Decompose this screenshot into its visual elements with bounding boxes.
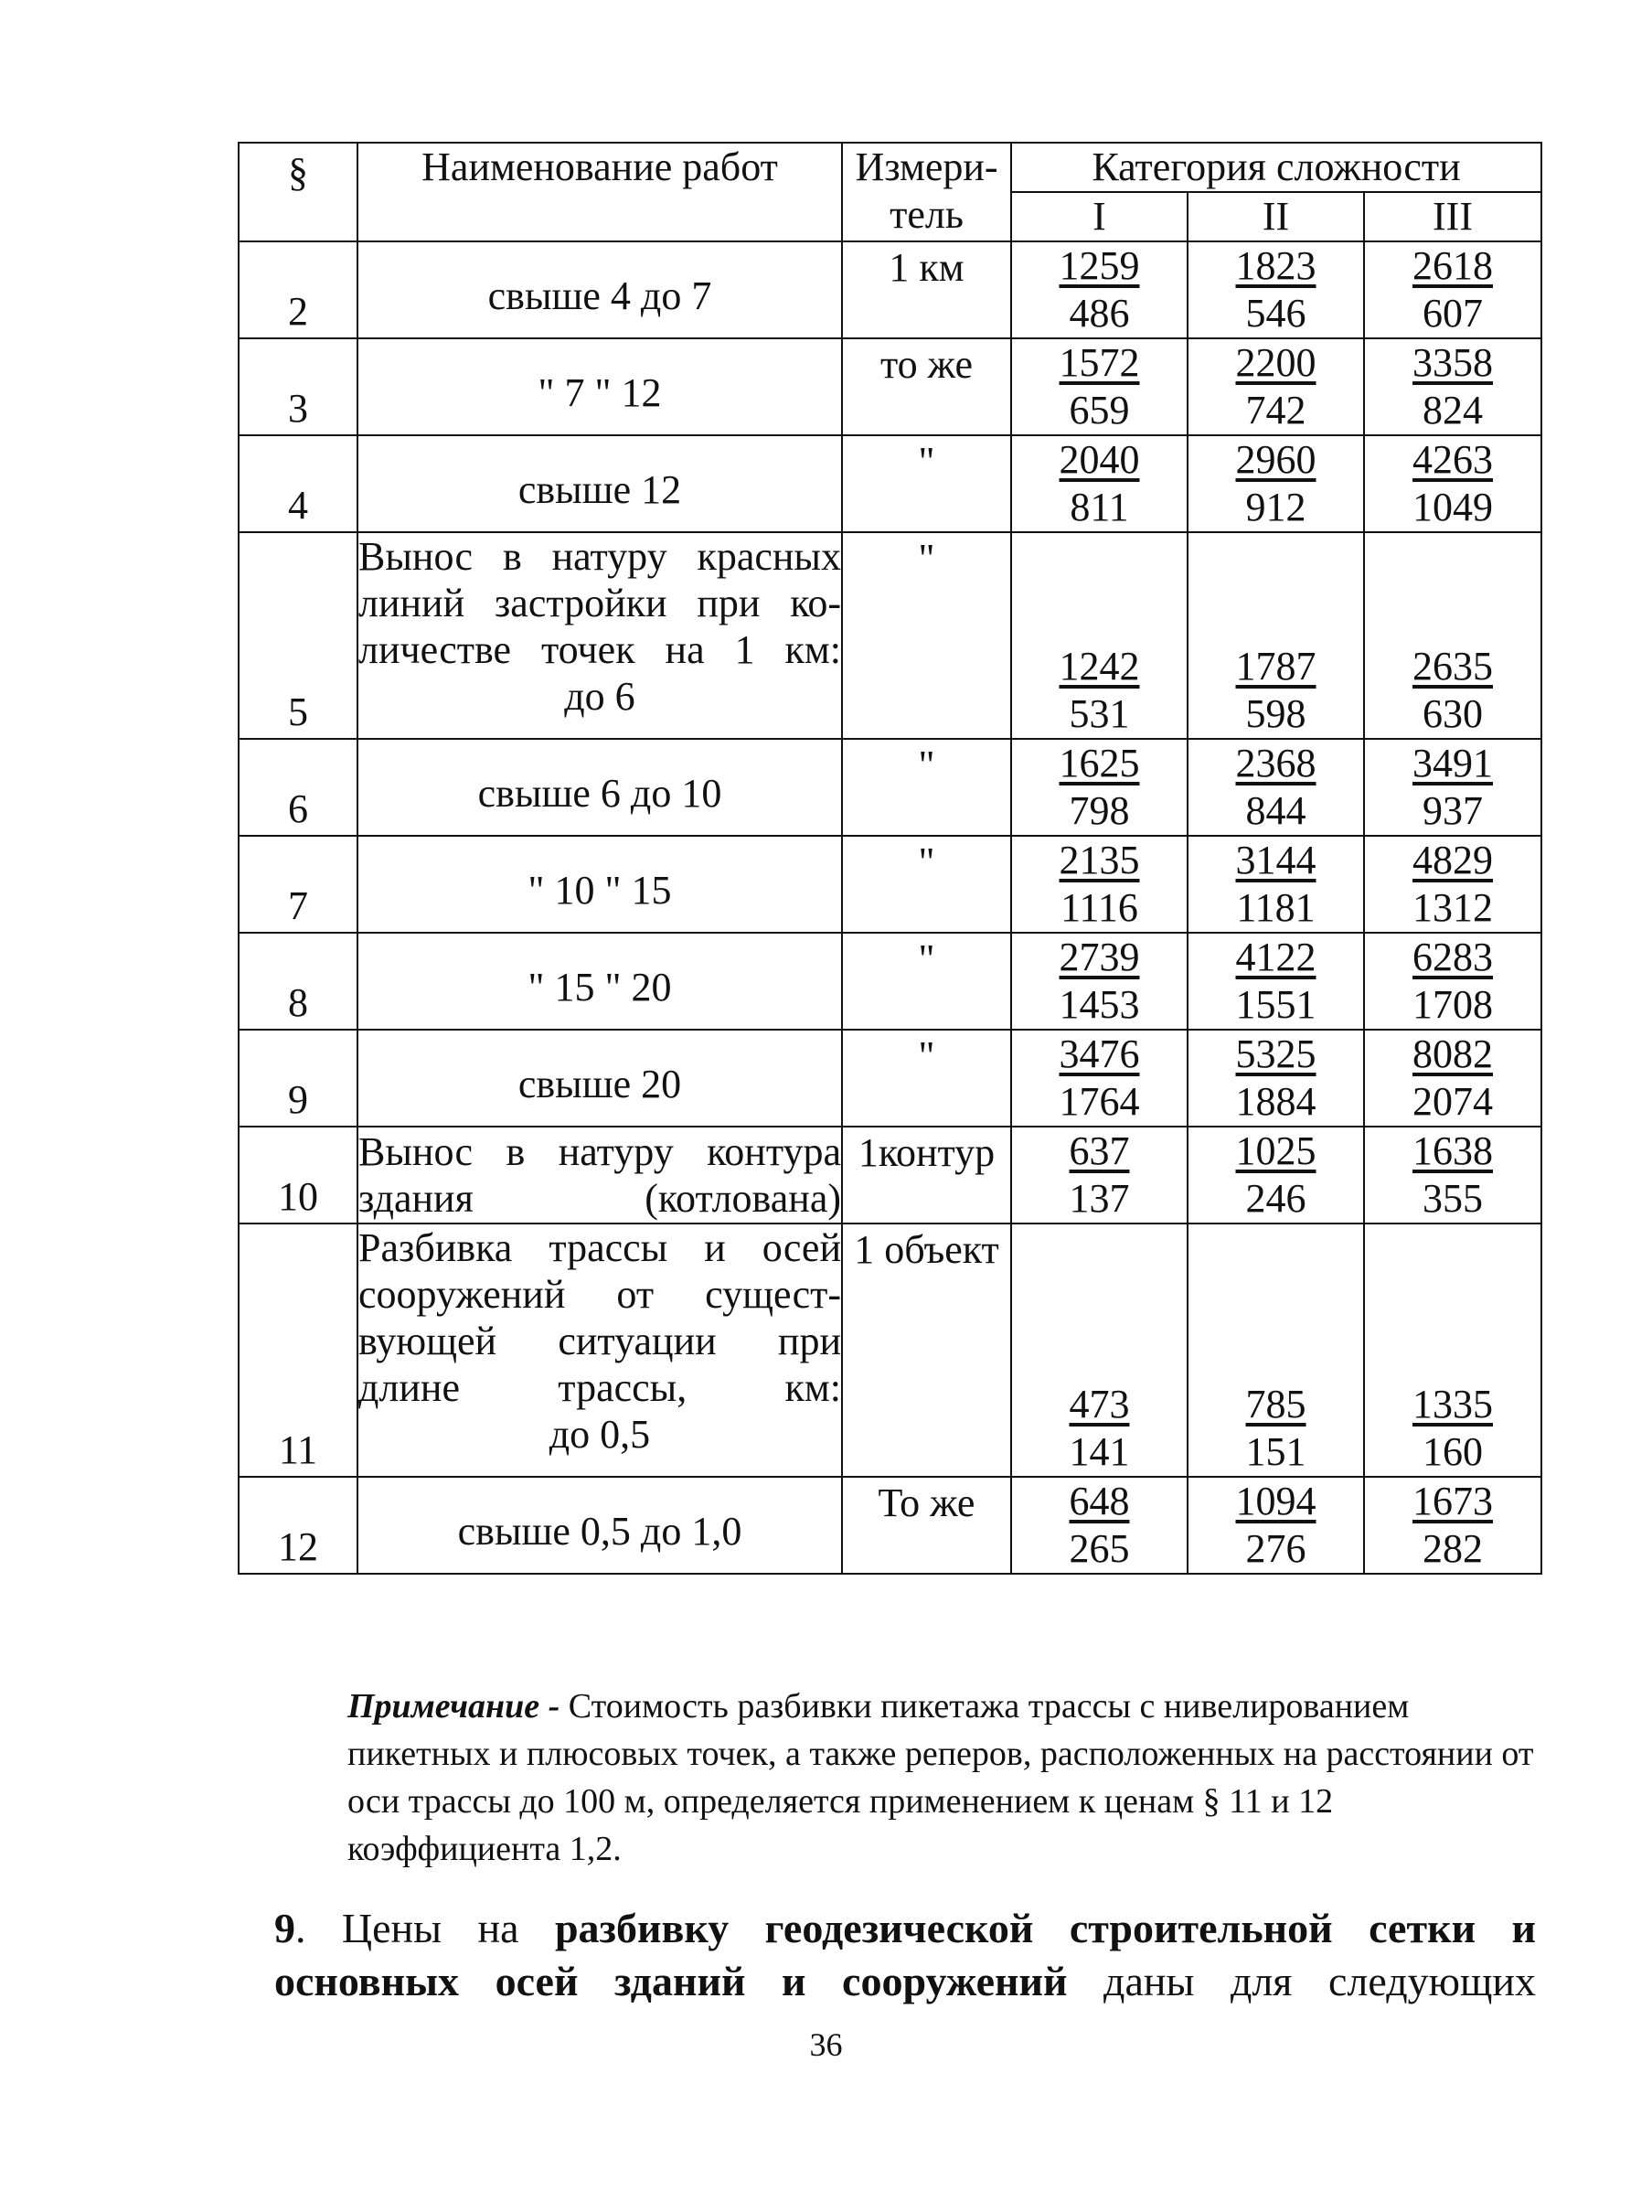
price-cell-cat-3 (1364, 1030, 1541, 1127)
row-number: 2 (239, 241, 357, 338)
row-name-text: " 7 " 12 (538, 370, 662, 415)
price-cell-cat-3 (1364, 933, 1541, 1030)
price-numerator: 2960 (1235, 437, 1316, 482)
row-name (357, 1127, 842, 1224)
row-unit: 1контур (842, 1127, 1011, 1224)
price-denominator: 246 (1245, 1176, 1306, 1221)
price-denominator: 1764 (1059, 1079, 1140, 1124)
price-denominator: 811 (1070, 485, 1129, 529)
price-cell-cat-1 (1011, 1127, 1188, 1224)
row-name (357, 338, 842, 435)
table-row (239, 435, 1541, 532)
price-denominator: 151 (1245, 1429, 1306, 1474)
price-denominator: 824 (1423, 388, 1483, 433)
price-denominator: 1708 (1412, 982, 1493, 1027)
price-numerator: 2368 (1235, 741, 1316, 785)
row-name-text: " 15 " 20 (528, 965, 672, 1010)
row-unit: То же (842, 1477, 1011, 1574)
price-denominator: 486 (1069, 291, 1130, 336)
price-denominator: 546 (1245, 291, 1306, 336)
header-unit: Измери- тель (842, 143, 1011, 241)
price-cell-cat-3 (1364, 1477, 1541, 1574)
note-label: Примечание - (347, 1687, 560, 1726)
price-denominator: 1181 (1236, 885, 1316, 930)
header-cat-1: I (1011, 192, 1188, 241)
row-number: 4 (239, 435, 357, 532)
table-row (239, 532, 1541, 739)
price-numerator: 5325 (1235, 1031, 1316, 1076)
price-denominator: 265 (1069, 1526, 1130, 1571)
price-cell-cat-2 (1188, 338, 1364, 435)
price-numerator: 3358 (1412, 340, 1493, 385)
price-cell-cat-2 (1188, 1477, 1364, 1574)
price-numerator: 4829 (1412, 838, 1493, 882)
row-unit: " (842, 435, 1011, 532)
header-category: Категория сложности (1011, 143, 1541, 192)
price-cell-cat-1 (1011, 1030, 1188, 1127)
table-row (239, 739, 1541, 836)
price-denominator: 1049 (1412, 485, 1493, 529)
note-text: Стоимость разбивки пикетажа трассы с нивелированием пикетных и плюсовых точек, а также реперов, расположенных на расстоянии от оси трассы до 100 м, определяется применением к ценам § 11 и 12 коэффициента 1,2. (347, 1687, 1534, 1868)
price-numerator: 8082 (1412, 1031, 1493, 1076)
para-text-1: . Цены на (295, 1905, 555, 1951)
price-cell-cat-1 (1011, 1477, 1188, 1574)
price-denominator: 630 (1423, 691, 1483, 736)
price-denominator: 844 (1245, 788, 1306, 833)
para-text-2: даны для следующих (1067, 1958, 1536, 2004)
row-name-text: свыше 0,5 до 1,0 (457, 1509, 742, 1554)
price-numerator: 1335 (1412, 1382, 1493, 1427)
table-row (239, 1127, 1541, 1224)
price-cell-cat-3 (1364, 338, 1541, 435)
row-name (357, 1224, 842, 1477)
row-description: Вынос в натуру красных линий застройки при ко- личестве точек на 1 км: (358, 534, 841, 672)
price-numerator: 4122 (1235, 935, 1316, 979)
price-cell-cat-2 (1188, 241, 1364, 338)
price-denominator: 282 (1423, 1526, 1483, 1571)
row-number: 11 (239, 1224, 357, 1477)
table-row (239, 241, 1541, 338)
price-denominator: 137 (1069, 1176, 1130, 1221)
price-denominator: 607 (1423, 291, 1483, 336)
table-row (239, 933, 1541, 1030)
row-name-text: до 0,5 (549, 1412, 651, 1457)
header-name: Наименование работ (357, 143, 842, 241)
price-cell-cat-2 (1188, 1224, 1364, 1477)
row-number: 10 (239, 1127, 357, 1224)
row-name (357, 933, 842, 1030)
price-cell-cat-3 (1364, 1127, 1541, 1224)
price-denominator: 1453 (1059, 982, 1140, 1027)
price-cell-cat-3 (1364, 1224, 1541, 1477)
row-unit: " (842, 933, 1011, 1030)
price-numerator: 1572 (1059, 340, 1140, 385)
price-denominator: 1551 (1235, 982, 1316, 1027)
price-cell-cat-2 (1188, 836, 1364, 933)
price-numerator: 2739 (1059, 935, 1140, 979)
price-denominator: 598 (1245, 691, 1306, 736)
price-cell-cat-2 (1188, 532, 1364, 739)
row-description: Разбивка трассы и осей сооружений от сущест- вующей ситуации при длине трассы, км: (358, 1225, 841, 1410)
row-unit: " (842, 532, 1011, 739)
row-name-text: свыше 6 до 10 (477, 771, 722, 816)
row-name-text: " 10 " 15 (528, 868, 672, 913)
price-numerator: 785 (1245, 1382, 1306, 1427)
table-row (239, 1030, 1541, 1127)
row-unit: то же (842, 338, 1011, 435)
price-numerator: 637 (1069, 1128, 1130, 1173)
row-description: Вынос в натуру контура здания (котлована) (358, 1129, 841, 1221)
row-name-text: свыше 12 (517, 467, 682, 512)
row-name (357, 1477, 842, 1574)
price-numerator: 1242 (1059, 644, 1140, 689)
price-cell-cat-1 (1011, 532, 1188, 739)
table-row (239, 338, 1541, 435)
header-section: § (239, 143, 357, 241)
header-cat-2: II (1188, 192, 1364, 241)
row-name (357, 241, 842, 338)
price-denominator: 659 (1069, 388, 1130, 433)
price-numerator: 473 (1069, 1382, 1130, 1427)
price-cell-cat-3 (1364, 435, 1541, 532)
price-denominator: 160 (1423, 1429, 1483, 1474)
price-numerator: 1673 (1412, 1479, 1493, 1523)
price-denominator: 276 (1245, 1526, 1306, 1571)
price-cell-cat-1 (1011, 338, 1188, 435)
price-numerator: 2618 (1412, 243, 1493, 288)
section-paragraph (274, 1902, 1536, 2008)
price-numerator: 1638 (1412, 1128, 1493, 1173)
price-numerator: 2635 (1412, 644, 1493, 689)
row-name (357, 836, 842, 933)
price-denominator: 912 (1245, 485, 1306, 529)
price-numerator: 1625 (1059, 741, 1140, 785)
price-denominator: 531 (1069, 691, 1130, 736)
price-denominator: 2074 (1412, 1079, 1493, 1124)
row-name (357, 739, 842, 836)
table-row (239, 836, 1541, 933)
row-number: 9 (239, 1030, 357, 1127)
price-denominator: 798 (1069, 788, 1130, 833)
price-cell-cat-2 (1188, 1030, 1364, 1127)
row-name (357, 1030, 842, 1127)
price-cell-cat-2 (1188, 435, 1364, 532)
para-number: 9 (274, 1905, 295, 1951)
price-cell-cat-1 (1011, 739, 1188, 836)
table-row (239, 1224, 1541, 1477)
price-cell-cat-2 (1188, 1127, 1364, 1224)
price-numerator: 2200 (1235, 340, 1316, 385)
price-denominator: 1884 (1235, 1079, 1316, 1124)
price-table (238, 142, 1542, 1575)
price-cell-cat-1 (1011, 435, 1188, 532)
row-number: 6 (239, 739, 357, 836)
price-cell-cat-1 (1011, 1224, 1188, 1477)
price-cell-cat-2 (1188, 933, 1364, 1030)
page-number: 36 (809, 2026, 843, 2063)
price-denominator: 742 (1245, 388, 1306, 433)
row-number: 3 (239, 338, 357, 435)
price-numerator: 1259 (1059, 243, 1140, 288)
row-unit: 1 км (842, 241, 1011, 338)
row-unit: " (842, 739, 1011, 836)
price-numerator: 3491 (1412, 741, 1493, 785)
row-name-text: свыше 4 до 7 (487, 273, 712, 318)
row-number: 7 (239, 836, 357, 933)
price-numerator: 1787 (1235, 644, 1316, 689)
para-bold-text: разбивку геодезической строительной сетки и основных осей зданий и сооружений (274, 1905, 1536, 2004)
price-numerator: 1025 (1235, 1128, 1316, 1173)
price-cell-cat-3 (1364, 836, 1541, 933)
table-row (239, 1477, 1541, 1574)
row-unit: 1 объект (842, 1224, 1011, 1477)
row-unit: " (842, 836, 1011, 933)
price-denominator: 355 (1423, 1176, 1483, 1221)
row-number: 5 (239, 532, 357, 739)
price-denominator: 1116 (1060, 885, 1138, 930)
price-numerator: 1823 (1235, 243, 1316, 288)
price-numerator: 648 (1069, 1479, 1130, 1523)
price-numerator: 2135 (1059, 838, 1140, 882)
price-denominator: 141 (1069, 1429, 1130, 1474)
price-numerator: 1094 (1235, 1479, 1316, 1523)
row-number: 8 (239, 933, 357, 1030)
price-cell-cat-3 (1364, 532, 1541, 739)
header-cat-3: III (1364, 192, 1541, 241)
row-name-text: свыше 20 (517, 1062, 682, 1106)
price-cell-cat-1 (1011, 241, 1188, 338)
price-cell-cat-2 (1188, 739, 1364, 836)
row-number: 12 (239, 1477, 357, 1574)
price-numerator: 3476 (1059, 1031, 1140, 1076)
price-cell-cat-1 (1011, 836, 1188, 933)
row-name (357, 435, 842, 532)
row-unit: " (842, 1030, 1011, 1127)
price-cell-cat-3 (1364, 739, 1541, 836)
price-numerator: 2040 (1059, 437, 1140, 482)
price-denominator: 937 (1423, 788, 1483, 833)
row-name-text: до 6 (564, 674, 635, 719)
row-name (357, 532, 842, 739)
price-cell-cat-1 (1011, 933, 1188, 1030)
price-numerator: 3144 (1235, 838, 1316, 882)
price-numerator: 4263 (1412, 437, 1493, 482)
price-cell-cat-3 (1364, 241, 1541, 338)
note (347, 1683, 1536, 1873)
price-denominator: 1312 (1412, 885, 1493, 930)
price-numerator: 6283 (1412, 935, 1493, 979)
